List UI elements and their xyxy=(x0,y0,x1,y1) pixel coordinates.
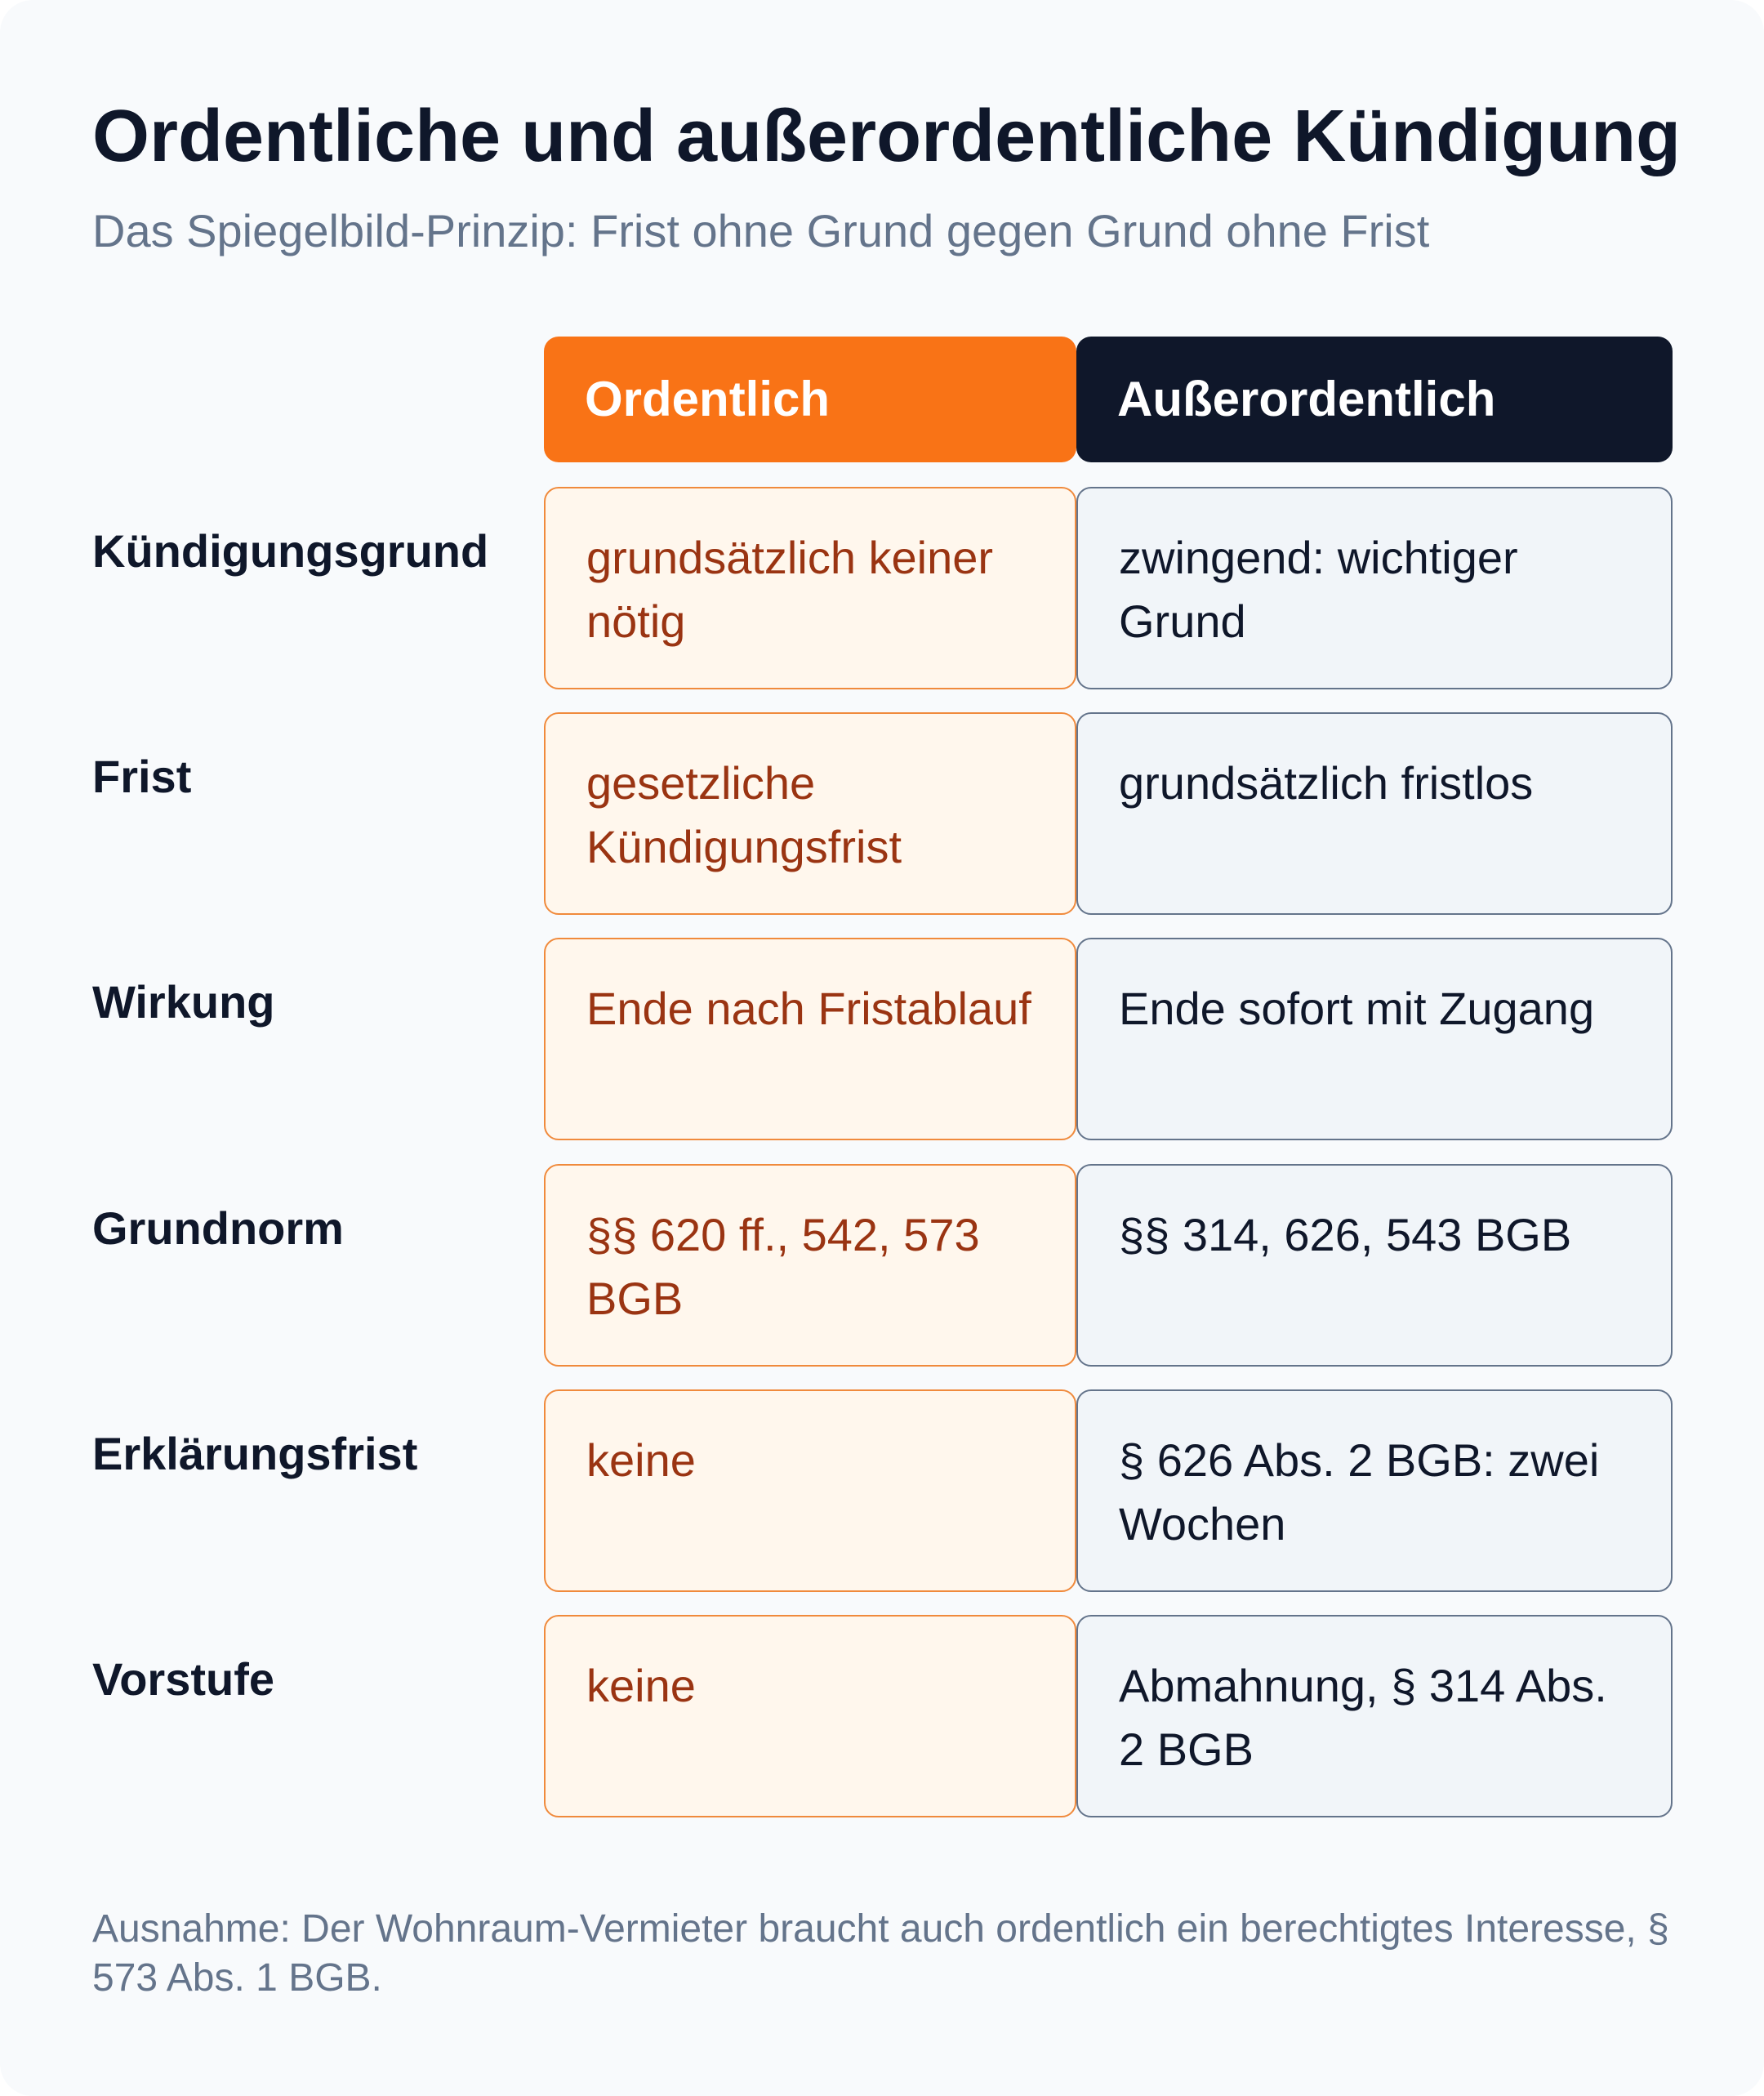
column-header-ordentlich: Ordentlich xyxy=(544,337,1076,462)
cell-ordentlich: §§ 620 ff., 542, 573 BGB xyxy=(544,1164,1076,1367)
column-header-ausserordentlich: Außerordentlich xyxy=(1076,337,1673,462)
table-row xyxy=(0,1389,1764,1592)
table-row xyxy=(0,712,1764,915)
cell-ordentlich: keine xyxy=(544,1389,1076,1592)
row-label: Kündigungsgrund xyxy=(92,525,489,577)
page-subtitle: Das Spiegelbild-Prinzip: Frist ohne Grund gegen Grund ohne Frist xyxy=(92,205,1430,256)
cell-ordentlich: gesetzliche Kündigungsfrist xyxy=(544,712,1076,915)
table-row xyxy=(0,1164,1764,1367)
cell-ausserordentlich: grundsätzlich fristlos xyxy=(1076,712,1673,915)
row-label: Erklärungsfrist xyxy=(92,1428,418,1479)
page-title: Ordentliche und außerordentliche Kündigung xyxy=(92,96,1682,177)
row-label: Frist xyxy=(92,751,192,802)
cell-ausserordentlich: § 626 Abs. 2 BGB: zwei Wochen xyxy=(1076,1389,1673,1592)
row-label: Grundnorm xyxy=(92,1202,344,1254)
cell-ordentlich: Ende nach Fristablauf xyxy=(544,938,1076,1140)
table-row xyxy=(0,938,1764,1140)
footnote: Ausnahme: Der Wohnraum-Vermieter braucht auch ordentlich ein berechtigtes Interesse, § 573 Abs. 1 BGB. xyxy=(92,1907,1669,2000)
cell-ordentlich: keine xyxy=(544,1615,1076,1817)
cell-ausserordentlich: Ende sofort mit Zugang xyxy=(1076,938,1673,1140)
row-label: Wirkung xyxy=(92,976,275,1028)
row-label: Vorstufe xyxy=(92,1653,274,1705)
cell-ordentlich: grundsätzlich keiner nötig xyxy=(544,487,1076,689)
cell-ausserordentlich: §§ 314, 626, 543 BGB xyxy=(1076,1164,1673,1367)
table-row xyxy=(0,487,1764,689)
cell-ausserordentlich: Abmahnung, § 314 Abs. 2 BGB xyxy=(1076,1615,1673,1817)
cell-ausserordentlich: zwingend: wichtiger Grund xyxy=(1076,487,1673,689)
table-row xyxy=(0,1615,1764,1817)
